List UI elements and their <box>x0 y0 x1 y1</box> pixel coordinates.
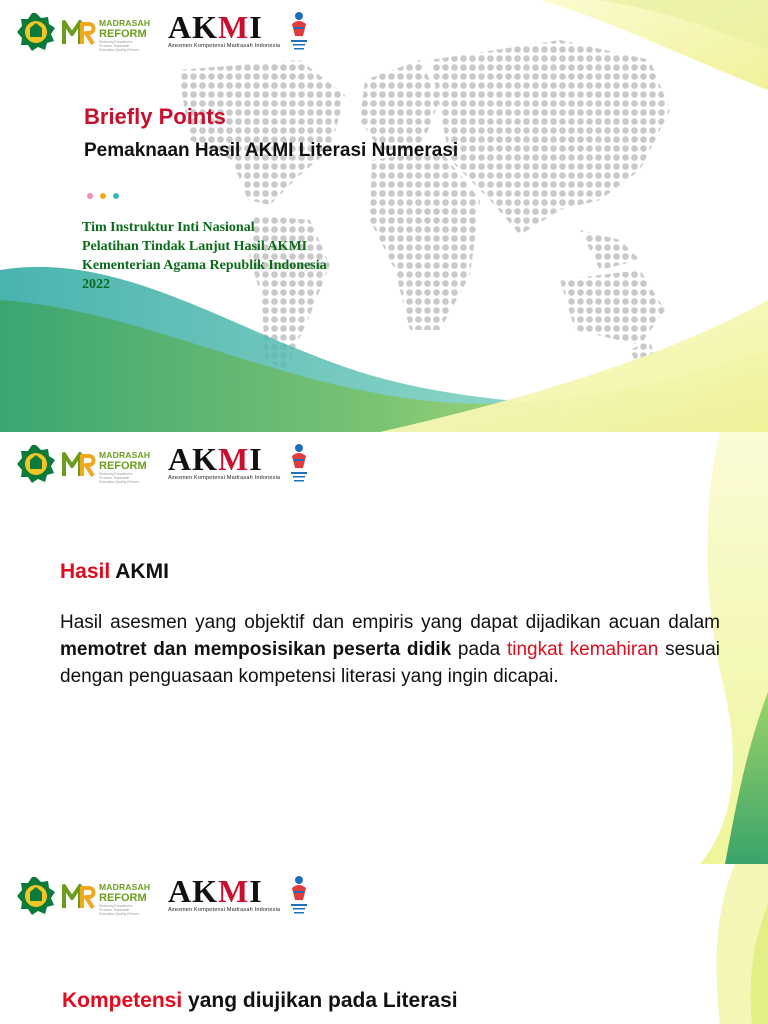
kemenag-emblem-icon <box>16 876 56 916</box>
team-line-3: Kementerian Agama Republik Indonesia <box>82 258 327 273</box>
akmi-word-post: I <box>249 441 263 477</box>
akmi-logo <box>168 9 281 49</box>
para-bold: memotret dan memposisikan peserta didik <box>60 639 452 660</box>
slide1-background <box>0 0 768 432</box>
heading-dark-part: AKMI <box>110 560 169 583</box>
mr-tagline: Realizing Education's Promise: Madrasah Education Quality Reform <box>99 40 139 52</box>
logo-bar-2 <box>16 440 316 488</box>
mr-line1: MADRASAH <box>99 18 151 28</box>
mr-line2: REFORM <box>99 892 147 904</box>
mr-tagline: Realizing Education's Promise: Madrasah Education Quality Reform <box>99 904 139 916</box>
akmi-word-post: I <box>249 9 263 45</box>
heading-red-part: Hasil <box>60 560 111 583</box>
tolerance-year-logo-icon <box>288 442 310 486</box>
team-block <box>82 218 327 294</box>
slide1-subtitle: Pemaknaan Hasil AKMI Literasi Numerasi <box>84 140 459 161</box>
slide2-paragraph <box>60 609 720 690</box>
decorative-dots <box>86 192 126 200</box>
akmi-logo <box>168 441 281 481</box>
para-text-1: Hasil asesmen yang objektif dan empiris yang dapat dijadikan acuan dalam <box>60 612 720 633</box>
madrasah-reform-wordmark <box>99 882 150 916</box>
akmi-logo <box>168 873 281 913</box>
akmi-word-pre: AK <box>168 441 218 477</box>
slide2-heading <box>60 560 169 584</box>
madrasah-reform-logo-icon <box>62 18 96 46</box>
para-text-3: sesuai dengan penguasaan kompetensi literasi yang ingin dicapai. <box>60 639 721 687</box>
akmi-word-pre: AK <box>168 9 218 45</box>
mr-line2: REFORM <box>99 460 147 472</box>
madrasah-reform-logo-icon <box>62 450 96 478</box>
para-red: tingkat kemahiran <box>506 639 659 660</box>
slide1-title: Briefly Points <box>84 104 226 129</box>
heading3-dark-part: yang diujikan pada Literasi <box>182 989 458 1012</box>
akmi-word-m: M <box>218 873 250 909</box>
world-map-dots <box>178 40 670 370</box>
logo-bar <box>16 8 316 56</box>
team-line-4: 2022 <box>82 277 110 292</box>
akmi-subtitle: Asesmen Kompetensi Madrasah Indonesia <box>168 907 281 913</box>
team-line-2: Pelatihan Tindak Lanjut Hasil AKMI <box>82 239 308 254</box>
kemenag-emblem-icon <box>16 444 56 484</box>
mr-tagline: Realizing Education's Promise: Madrasah Education Quality Reform <box>99 472 139 484</box>
para-text-2: pada <box>451 639 507 660</box>
mr-line1: MADRASAH <box>99 882 151 892</box>
akmi-word-m: M <box>218 441 250 477</box>
team-line-1: Tim Instruktur Inti Nasional <box>82 220 255 235</box>
madrasah-reform-wordmark <box>99 450 150 484</box>
akmi-word-post: I <box>249 873 263 909</box>
madrasah-reform-wordmark <box>99 18 150 52</box>
akmi-subtitle: Asesmen Kompetensi Madrasah Indonesia <box>168 43 281 49</box>
madrasah-reform-logo-icon <box>62 882 96 910</box>
slide3-heading <box>62 989 458 1013</box>
logo-bar-3 <box>16 872 316 920</box>
tolerance-year-logo-icon <box>288 874 310 918</box>
akmi-word-m: M <box>218 9 250 45</box>
akmi-word-pre: AK <box>168 873 218 909</box>
akmi-subtitle: Asesmen Kompetensi Madrasah Indonesia <box>168 475 281 481</box>
mr-line2: REFORM <box>99 28 147 40</box>
tolerance-year-logo-icon <box>288 10 310 54</box>
heading3-red-part: Kompetensi <box>62 989 183 1012</box>
mr-line1: MADRASAH <box>99 450 151 460</box>
kemenag-emblem-icon <box>16 12 56 52</box>
slide-title <box>0 0 768 432</box>
